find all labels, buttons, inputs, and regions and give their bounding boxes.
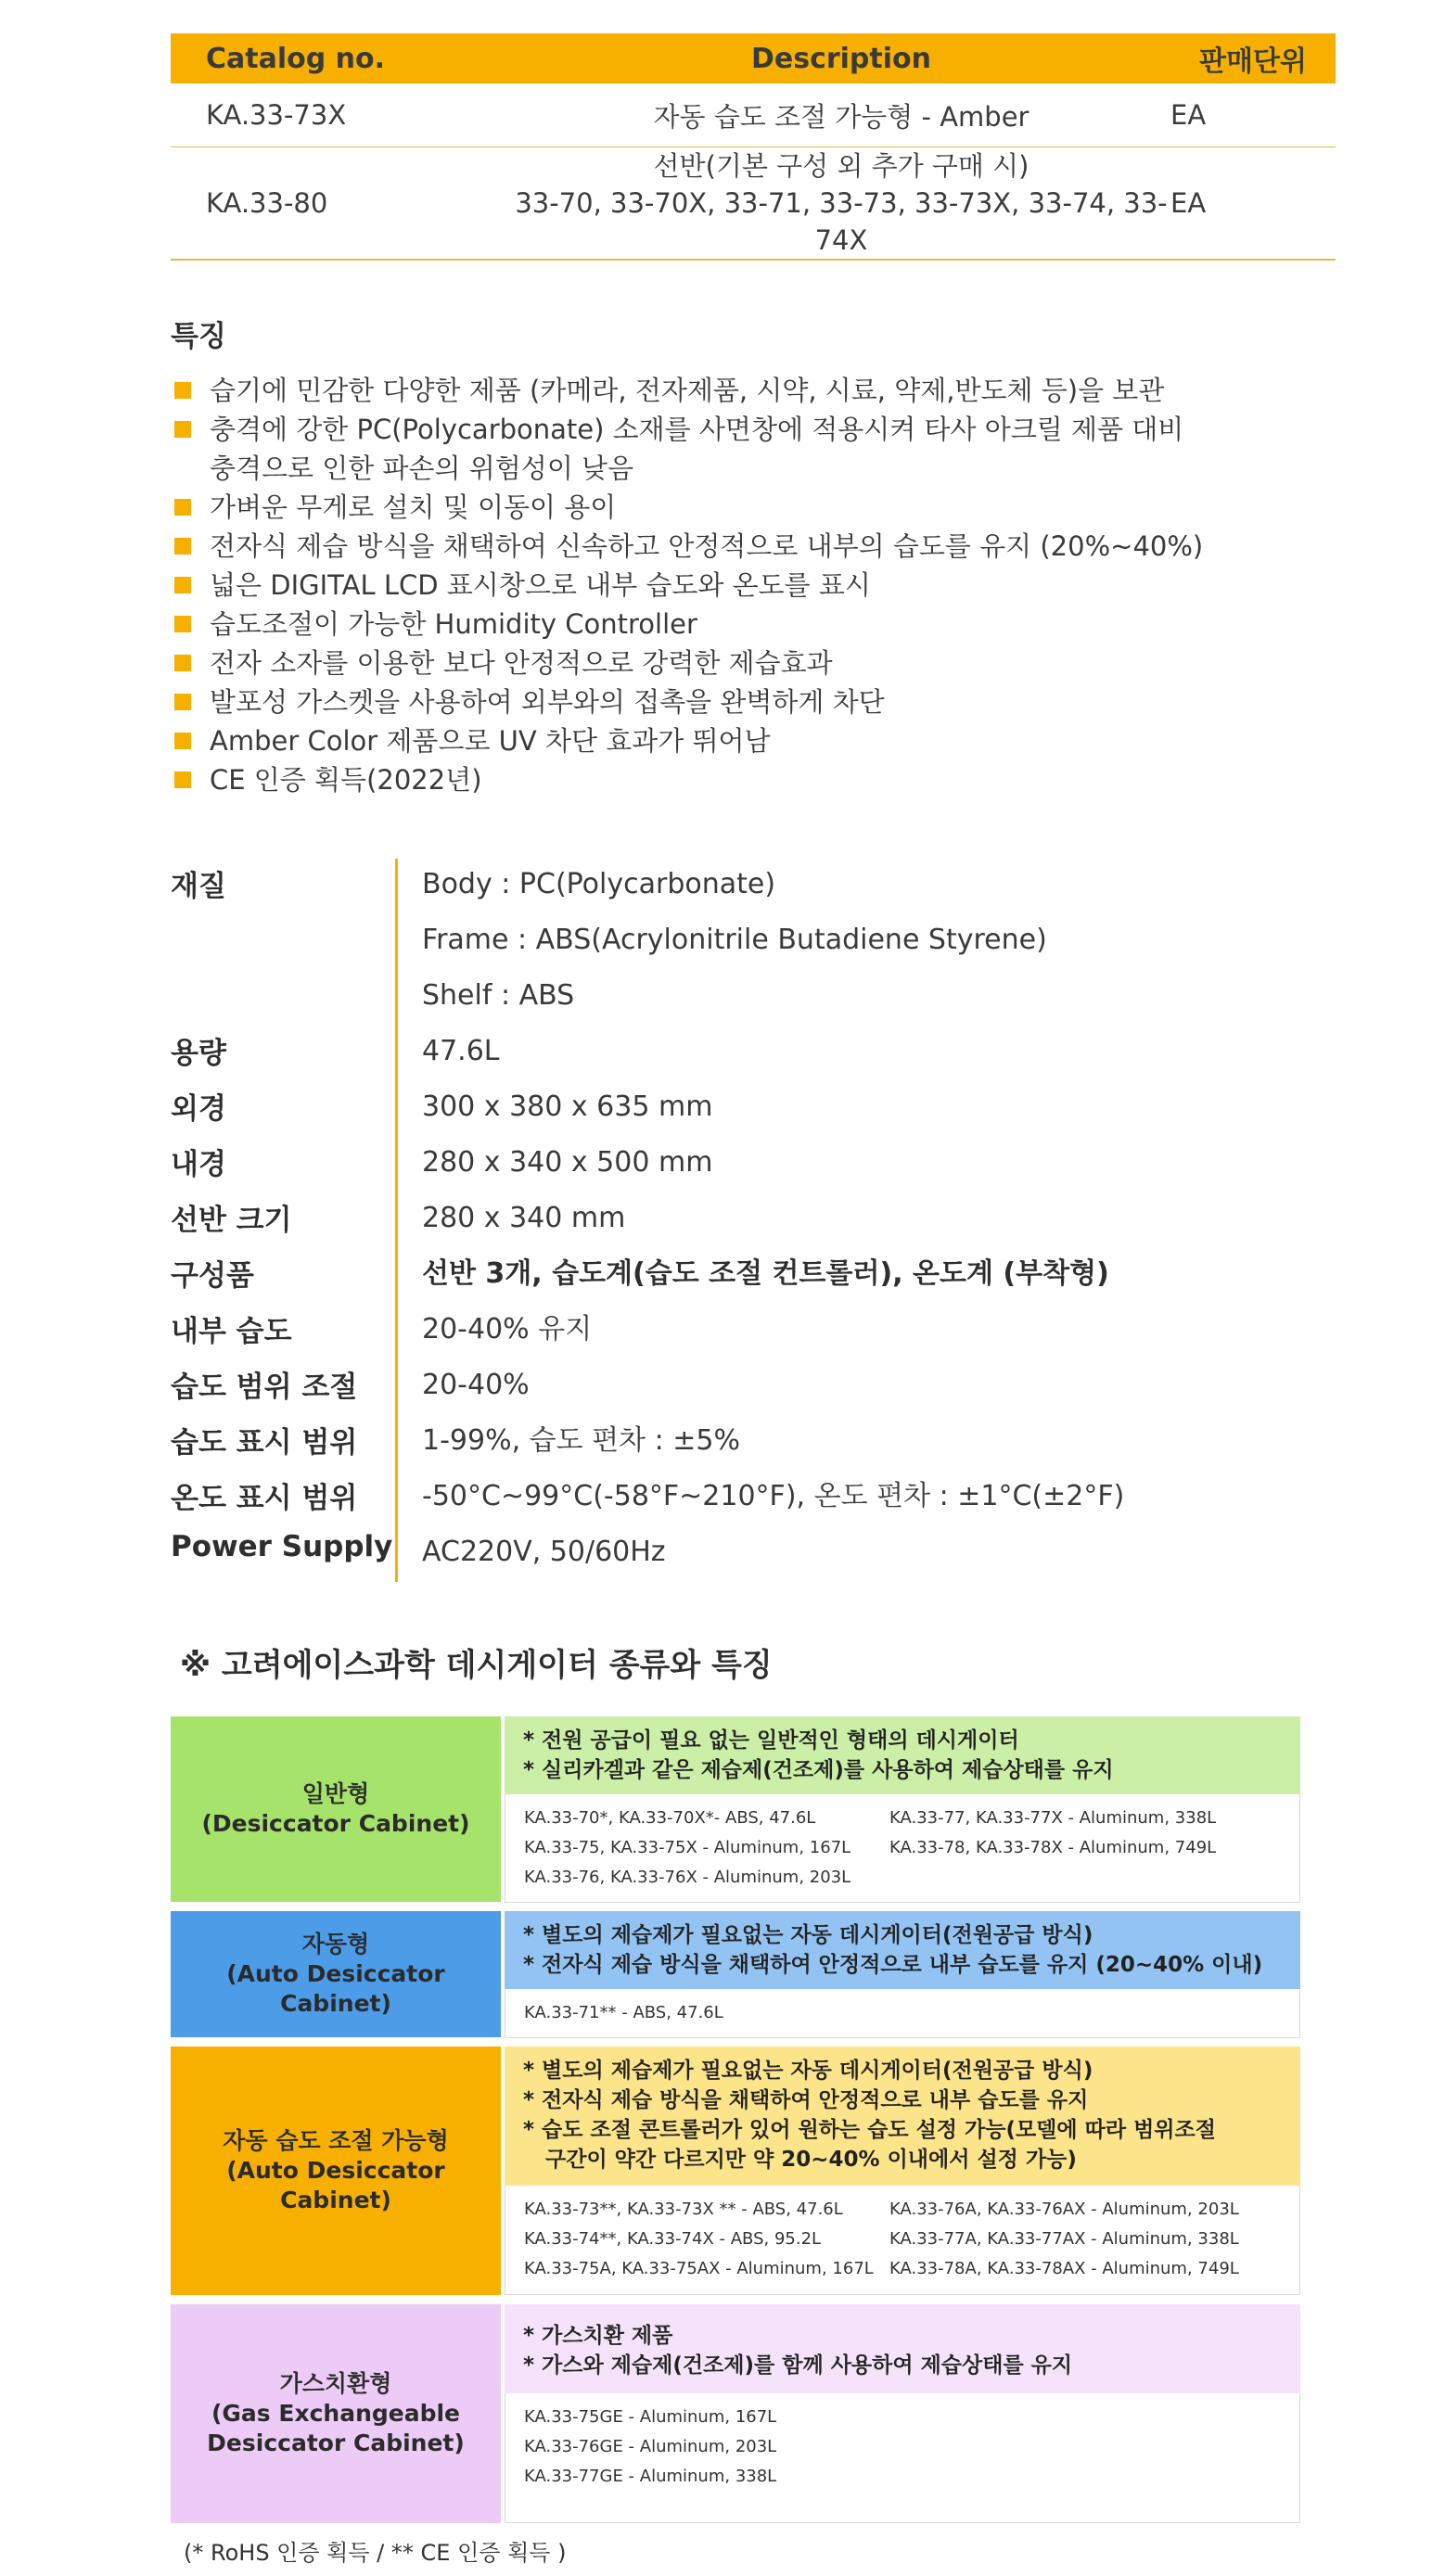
feature-item: 발포성 가스켓을 사용하여 외부와의 접촉을 완벽하게 차단 — [171, 682, 1300, 721]
model-item: KA.33-78A, KA.33-78AX - Aluminum, 749L — [889, 2259, 1239, 2278]
spec-value — [395, 1026, 500, 1081]
spec-value-line: Frame : ABS(Acrylonitrile Butadiene Styrene) — [422, 924, 1047, 956]
type-description — [505, 1716, 1300, 1794]
feature-item: 전자 소자를 이용한 보다 안정적으로 강력한 제습효과 — [171, 644, 1300, 682]
spec-label: 온도 표시 범위 — [171, 1482, 358, 1515]
model-item: KA.33-76GE - Aluminum, 203L — [524, 2437, 777, 2456]
spec-row-internal-humidity — [171, 1304, 1300, 1359]
spec-value-line: 280 x 340 x 500 mm — [422, 1146, 713, 1179]
catalog-number: KA.33-80 — [171, 147, 512, 261]
header-catalog-no: Catalog no. — [171, 33, 512, 83]
type-description-line: * 전자식 제습 방식을 채택하여 안정적으로 내부 습도를 유지 — [523, 2088, 1089, 2112]
bullet-square-icon — [174, 538, 191, 555]
type-details — [505, 2304, 1300, 2523]
type-description — [505, 2047, 1300, 2186]
spec-label: 내부 습도 — [171, 1315, 292, 1348]
type-description-line: * 별도의 제습제가 필요없는 자동 데시게이터(전원공급 방식) — [523, 2059, 1093, 2083]
description-line: 자동 습도 조절 가능형 - Amber — [653, 100, 1029, 133]
spec-label: Power Supply — [171, 1530, 393, 1563]
type-description-line: * 습도 조절 콘트롤러가 있어 원하는 습도 설정 가능(모델에 따라 범위조절 — [523, 2118, 1216, 2142]
spec-table — [171, 859, 1300, 1582]
models-column — [524, 2403, 889, 2513]
spec-label: 용량 — [171, 1037, 226, 1070]
feature-item: 습도조절이 가능한 Humidity Controller — [171, 605, 1300, 644]
type-models — [505, 1794, 1300, 1903]
spec-value-line: 20-40% 유지 — [422, 1313, 593, 1345]
spec-value-line: 선반 3개, 습도계(습도 조절 컨트롤러), 온도계 (부착형) — [422, 1257, 1109, 1290]
type-subname: (Auto Desiccator Cabinet) — [226, 2157, 445, 2213]
type-label — [171, 2304, 501, 2523]
bullet-square-icon — [174, 382, 191, 399]
type-name: 가스치환형 — [279, 2370, 392, 2397]
spec-value — [395, 1248, 1109, 1304]
type-description-line: * 별도의 제습제가 필요없는 자동 데시게이터(전원공급 방식) — [523, 1923, 1093, 1947]
description-line: 선반(기본 구성 외 추가 구매 시) — [653, 150, 1029, 182]
model-item: KA.33-74**, KA.33-74X - ABS, 95.2L — [524, 2229, 822, 2249]
models-column — [524, 2195, 889, 2285]
spec-label: 외경 — [171, 1092, 226, 1126]
feature-item: CE 인증 획득(2022년) — [171, 760, 1300, 799]
description — [512, 147, 1170, 261]
feature-item: 전자식 제습 방식을 채택하여 신속하고 안정적으로 내부의 습도를 유지 (20%~40%) — [171, 527, 1300, 566]
type-label — [171, 1911, 501, 2037]
types-section-title: ※ 고려에이스과학 데시게이터 종류와 특징 — [180, 1647, 773, 1684]
spec-value-line: 280 x 340 mm — [422, 1202, 626, 1234]
spec-value — [395, 1081, 712, 1137]
bullet-square-icon — [174, 772, 191, 788]
spec-label: 재질 — [171, 870, 226, 903]
bullet-square-icon — [174, 499, 191, 516]
models-column — [524, 1804, 889, 1893]
spec-value-line: Shelf : ABS — [422, 979, 575, 1012]
model-item: KA.33-78, KA.33-78X - Aluminum, 749L — [889, 1838, 1217, 1857]
type-description-line: 구간이 약간 다르지만 약 20~40% 이내에서 설정 가능) — [523, 2148, 1077, 2172]
spec-value-line: AC220V, 50/60Hz — [422, 1536, 666, 1568]
type-subname: Desiccator Cabinet) — [207, 2429, 465, 2456]
type-block-auto — [171, 1911, 1300, 2037]
model-item: KA.33-73**, KA.33-73X ** - ABS, 47.6L — [524, 2200, 843, 2219]
bullet-square-icon — [174, 616, 191, 632]
spec-value — [395, 1526, 666, 1582]
bullet-square-icon — [174, 733, 191, 749]
type-description-line: * 전원 공급이 필요 없는 일반적인 형태의 데시게이터 — [523, 1728, 1019, 1753]
certification-footnote: (* RoHS 인증 획득 / ** CE 인증 획득 ) — [184, 2540, 567, 2566]
type-models — [505, 2393, 1300, 2523]
spec-label: 구성품 — [171, 1259, 254, 1293]
spec-row-inner-dimension — [171, 1137, 1300, 1192]
model-item: KA.33-75GE - Aluminum, 167L — [524, 2407, 777, 2427]
type-description — [505, 2304, 1300, 2393]
type-models — [505, 2186, 1300, 2295]
description-line: 33-70, 33-70X, 33-71, 33-73, 33-73X, 33-74, 33-74X — [515, 187, 1168, 256]
type-description-line: * 가스와 제습제(건조제)를 함께 사용하여 제습상태를 유지 — [523, 2353, 1073, 2378]
type-details — [505, 1716, 1300, 1902]
features-list — [171, 371, 1300, 799]
catalog-table — [171, 33, 1336, 261]
header-unit: 판매단위 — [1170, 33, 1336, 83]
type-details — [505, 1911, 1300, 2037]
model-item: KA.33-75A, KA.33-75AX - Aluminum, 167L — [524, 2259, 874, 2278]
type-name: 일반형 — [301, 1780, 370, 1807]
spec-value — [395, 1137, 712, 1192]
spec-label: 습도 범위 조절 — [171, 1371, 358, 1404]
type-description-line: * 전자식 제습 방식을 채택하여 안정적으로 내부 습도를 유지 (20~40% 이내) — [523, 1953, 1263, 1977]
models-column — [889, 1804, 1255, 1893]
catalog-table-header — [171, 33, 1336, 83]
model-item: KA.33-77GE - Aluminum, 338L — [524, 2467, 777, 2486]
spec-row-capacity — [171, 1026, 1300, 1081]
feature-item: 넓은 DIGITAL LCD 표시창으로 내부 습도와 온도를 표시 — [171, 566, 1300, 605]
spec-value-line: 47.6L — [422, 1035, 500, 1067]
table-row — [171, 147, 1336, 261]
type-description — [505, 1911, 1300, 1989]
spec-value-line: Body : PC(Polycarbonate) — [422, 868, 776, 900]
model-item: KA.33-76, KA.33-76X - Aluminum, 203L — [524, 1868, 851, 1887]
spec-value — [395, 1471, 1124, 1526]
models-column — [889, 2195, 1255, 2285]
product-spec-sheet — [171, 33, 1307, 2567]
spec-value — [395, 859, 1047, 1026]
header-description: Description — [512, 33, 1170, 83]
type-models — [505, 1989, 1300, 2038]
type-name: 자동형 — [301, 1931, 370, 1958]
spec-row-power-supply — [171, 1526, 1300, 1582]
unit: EA — [1170, 147, 1336, 261]
spec-value — [395, 1415, 740, 1471]
feature-item: 가벼운 무게로 설치 및 이동이 용이 — [171, 488, 1300, 527]
bullet-square-icon — [174, 694, 191, 710]
type-name: 자동 습도 조절 가능형 — [223, 2127, 449, 2154]
type-details — [505, 2047, 1300, 2295]
spec-value-line: -50°C~99°C(-58°F~210°F), 온도 편차 : ±1°C(±2°F) — [422, 1480, 1125, 1512]
model-item: KA.33-76A, KA.33-76AX - Aluminum, 203L — [889, 2200, 1239, 2219]
bullet-square-icon — [174, 421, 191, 438]
spec-row-outer-dimension — [171, 1081, 1300, 1137]
spec-label: 선반 크기 — [171, 1204, 292, 1237]
bullet-square-icon — [174, 655, 191, 671]
spec-row-shelf-size — [171, 1192, 1300, 1248]
type-block-gas-exchangeable — [171, 2304, 1300, 2523]
models-column — [524, 1998, 889, 2028]
bullet-square-icon — [174, 577, 191, 593]
description — [512, 83, 1170, 147]
spec-value — [395, 1359, 530, 1415]
feature-item: 충격에 강한 PC(Polycarbonate) 소재를 사면창에 적용시켜 타사 아크릴 제품 대비 충격으로 인한 파손의 위험성이 낮음 — [171, 410, 1300, 488]
table-row — [171, 83, 1336, 147]
type-subname: (Gas Exchangeable — [211, 2400, 461, 2427]
model-item: KA.33-77A, KA.33-77AX - Aluminum, 338L — [889, 2229, 1239, 2249]
feature-item: 습기에 민감한 다양한 제품 (카메라, 전자제품, 시약, 시료, 약제,반도체 등)을 보관 — [171, 371, 1300, 410]
type-subname: (Auto Desiccator Cabinet) — [226, 1960, 445, 2017]
spec-value-line: 1-99%, 습도 편차 : ±5% — [422, 1424, 741, 1457]
spec-label: 내경 — [171, 1148, 226, 1181]
catalog-number: KA.33-73X — [171, 83, 512, 147]
type-description-line: * 가스치환 제품 — [523, 2324, 673, 2348]
spec-value — [395, 1192, 625, 1248]
type-block-auto-humidity-control — [171, 2047, 1300, 2295]
model-item: KA.33-71** - ABS, 47.6L — [524, 2003, 723, 2022]
model-item: KA.33-75, KA.33-75X - Aluminum, 167L — [524, 1838, 851, 1857]
spec-row-components — [171, 1248, 1300, 1304]
spec-row-temperature-display — [171, 1471, 1300, 1526]
spec-value-line: 20-40% — [422, 1369, 530, 1401]
spec-row-humidity-range — [171, 1359, 1300, 1415]
model-item: KA.33-77, KA.33-77X - Aluminum, 338L — [889, 1808, 1217, 1828]
types-table — [171, 1716, 1300, 2523]
spec-row-material — [171, 859, 1300, 1026]
spec-value-line: 300 x 380 x 635 mm — [422, 1090, 713, 1123]
type-description-line: * 실리카겔과 같은 제습제(건조제)를 사용하여 제습상태를 유지 — [523, 1758, 1114, 1782]
feature-item: Amber Color 제품으로 UV 차단 효과가 뛰어남 — [171, 721, 1300, 760]
unit: EA — [1170, 83, 1336, 147]
spec-value — [395, 1304, 592, 1359]
type-label — [171, 1716, 501, 1902]
type-label — [171, 2047, 501, 2295]
features-title: 특징 — [171, 320, 226, 353]
spec-label: 습도 표시 범위 — [171, 1426, 358, 1460]
model-item: KA.33-70*, KA.33-70X*- ABS, 47.6L — [524, 1808, 816, 1828]
type-subname: (Desiccator Cabinet) — [201, 1810, 470, 1837]
type-block-general — [171, 1716, 1300, 1902]
spec-row-humidity-display — [171, 1415, 1300, 1471]
